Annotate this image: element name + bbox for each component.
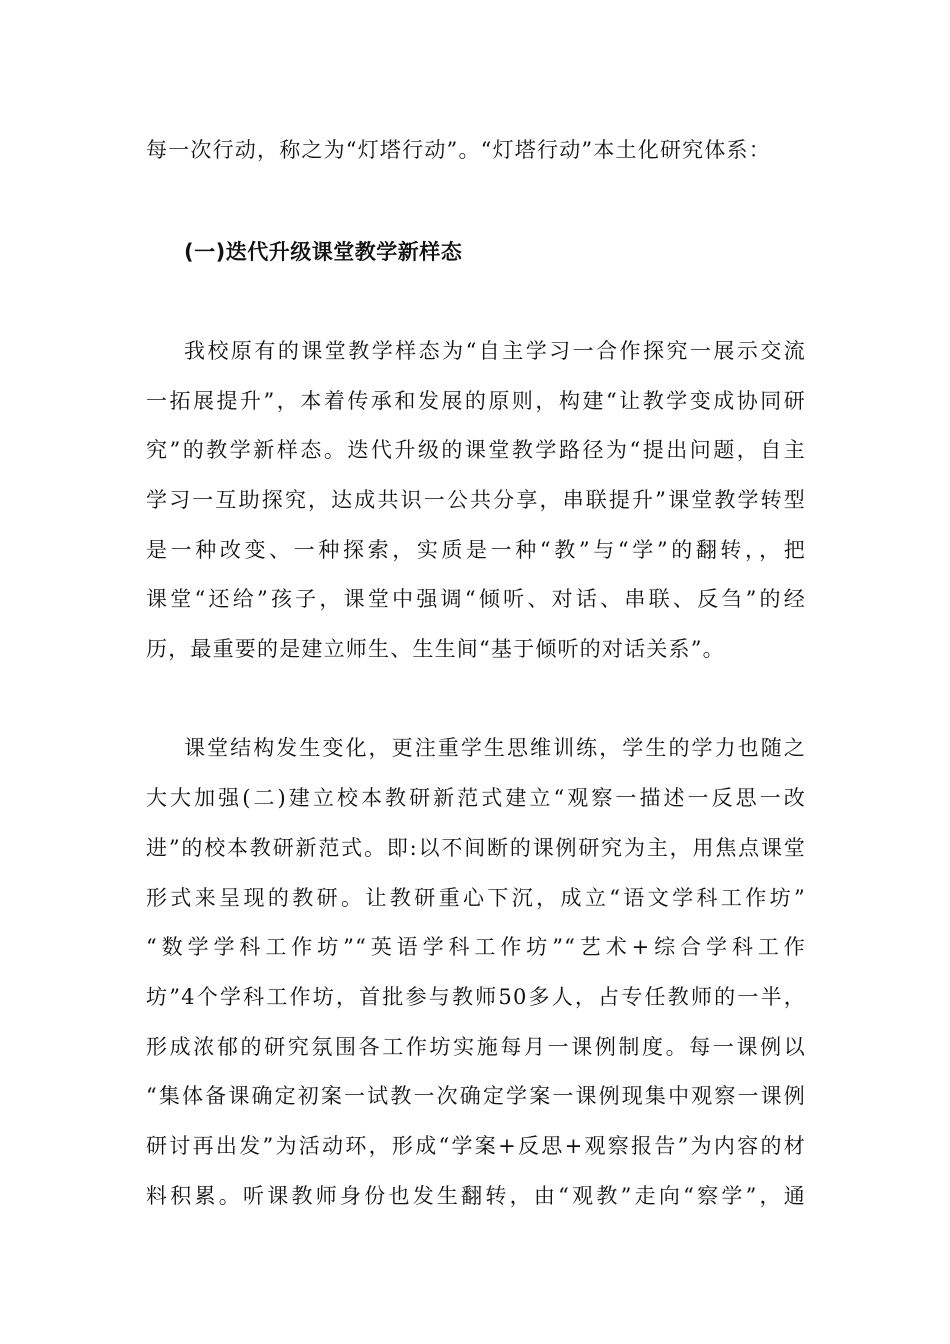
paragraph-line: 一拓展提升”，本着传承和发展的原则，构建“让教学变成协同研	[146, 389, 806, 413]
paragraph-line: 形式来呈现的教研。让教研重心下沉，成立“语文学科工作坊”	[146, 886, 806, 910]
paragraph-line: 研讨再出发”为活动环，形成“学案+反思+观察报告”为内容的材	[146, 1134, 806, 1158]
paragraph-line: 料积累。听课教师身份也发生翻转，由“观教”走向“察学”，通	[146, 1184, 806, 1208]
paragraph-line: 大大加强(二)建立校本教研新范式建立“观察一描述一反思一改	[146, 786, 806, 810]
paragraph-line: 是一种改变、一种探索，实质是一种“教”与“学”的翻转，，把	[146, 538, 806, 562]
intro-line: 每一次行动，称之为“灯塔行动”。“灯塔行动”本土化研究体系：	[146, 138, 771, 162]
paragraph-line: 学习一互助探究，达成共识一公共分享，串联提升”课堂教学转型	[146, 488, 806, 512]
section-heading: (一)迭代升级课堂教学新样态	[184, 240, 463, 264]
paragraph-line: 坊”4个学科工作坊，首批参与教师50多人，占专任教师的一半，	[146, 985, 806, 1009]
paragraph-line: “集体备课确定初案一试教一次确定学案一课例现集中观察一课例	[146, 1084, 806, 1108]
paragraph-line: 课堂“还给”孩子，课堂中强调“倾听、对话、串联、反刍”的经	[146, 587, 806, 611]
paragraph-line: “数学学科工作坊”“英语学科工作坊”“艺术+综合学科工作	[146, 935, 806, 959]
paragraph-line: 进”的校本教研新范式。即:以不间断的课例研究为主，用焦点课堂	[146, 836, 806, 860]
paragraph-line: 形成浓郁的研究氛围各工作坊实施每月一课例制度。每一课例以	[146, 1035, 806, 1059]
paragraph-line: 究”的教学新样态。迭代升级的课堂教学路径为“提出问题，自主	[146, 438, 806, 462]
paragraph-line: 课堂结构发生变化，更注重学生思维训练，学生的学力也随之	[184, 736, 806, 760]
paragraph-line: 历，最重要的是建立师生、生生间“基于倾听的对话关系”。	[146, 637, 725, 661]
paragraph-line: 我校原有的课堂教学样态为“自主学习一合作探究一展示交流	[184, 339, 806, 363]
